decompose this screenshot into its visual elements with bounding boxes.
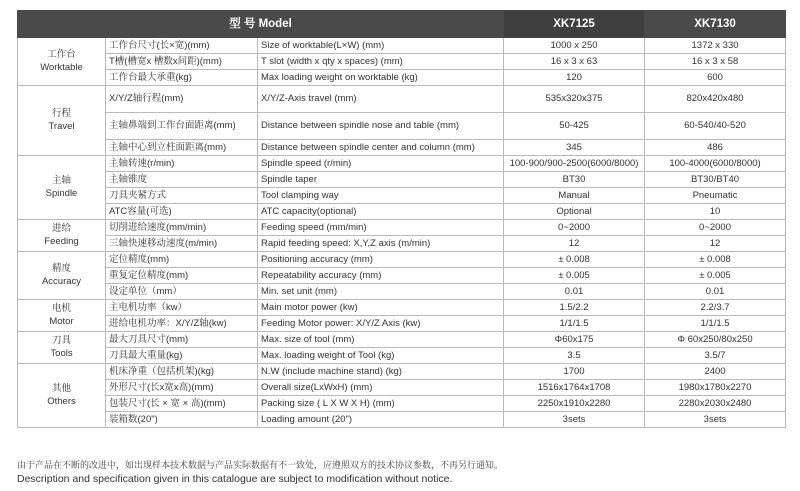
spec-name-en: Packing size ( L X W X H) (mm): [258, 396, 504, 412]
spec-name-en: Distance between spindle center and column (mm): [258, 140, 504, 156]
table-header-row: [18, 11, 786, 38]
value-xk7130: 100-4000(6000/8000): [645, 156, 786, 172]
spec-name-en: Size of worktable(L×W) (mm): [258, 38, 504, 54]
value-xk7125: ± 0.005: [504, 268, 645, 284]
group-label-en: Travel: [48, 120, 75, 132]
spec-name-en: Tool clamping way: [258, 188, 504, 204]
value-xk7130: 1980x1780x2270: [645, 380, 786, 396]
group-label-cn: 工作台: [47, 48, 76, 60]
value-xk7130: 2400: [645, 364, 786, 380]
spec-name-en: Rapid feeding speed: X,Y,Z axis (m/min): [258, 236, 504, 252]
spec-name-cn: 外形尺寸(长x宽x高)(mm): [106, 380, 258, 396]
value-xk7130: 0~2000: [645, 220, 786, 236]
spec-name-en: Max loading weight on worktable (kg): [258, 70, 504, 86]
footer-note-cn: 由于产品在不断的改进中，如出现样本技术数据与产品实际数据有不一致处，应遵照双方的技术协议参数，不再另行通知。: [17, 460, 504, 470]
value-xk7130: 3sets: [645, 412, 786, 428]
value-xk7125: 16 x 3 x 63: [504, 54, 645, 70]
group-label: [18, 364, 106, 428]
spec-name-en: Main motor power (kw): [258, 300, 504, 316]
spec-name-cn: 主轴转速(r/min): [106, 156, 258, 172]
spec-name-cn: 包装尺寸(长 × 宽 × 高)(mm): [106, 396, 258, 412]
value-xk7130: 2.2/3.7: [645, 300, 786, 316]
spec-name-en: Min. set unit (mm): [258, 284, 504, 300]
group-label: [18, 300, 106, 332]
table-row: [18, 316, 786, 332]
footer-note-en: Description and specification given in this catalogue are subject to modification without notice.: [17, 472, 453, 485]
spec-name-cn: 定位精度(mm): [106, 252, 258, 268]
value-xk7130: 1/1/1.5: [645, 316, 786, 332]
spec-name-cn: 最大刀具尺寸(mm): [106, 332, 258, 348]
spec-name-cn: 切削进给速度(mm/min): [106, 220, 258, 236]
spec-name-cn: 机床净重（包括机架)(kg): [106, 364, 258, 380]
value-xk7125: 345: [504, 140, 645, 156]
group-label-cn: 其他: [51, 382, 71, 394]
spec-name-cn: 刀具最大重量(kg): [106, 348, 258, 364]
table-row: [18, 140, 786, 156]
group-label-en: Worktable: [40, 61, 83, 73]
spec-name-cn: 主轴中心到立柱面距离(mm): [106, 140, 258, 156]
spec-name-en: Distance between spindle nose and table (mm): [258, 113, 504, 140]
spec-name-cn: 主轴锥度: [106, 172, 258, 188]
value-xk7130: 486: [645, 140, 786, 156]
value-xk7125: 120: [504, 70, 645, 86]
footer-note: [17, 459, 503, 486]
value-xk7125: Optional: [504, 204, 645, 220]
value-xk7125: Φ60x175: [504, 332, 645, 348]
spec-name-en: Repeatability accuracy (mm): [258, 268, 504, 284]
value-xk7130: Pneumatic: [645, 188, 786, 204]
group-label-en: Feeding: [44, 235, 79, 247]
value-xk7125: 3.5: [504, 348, 645, 364]
spec-name-en: Spindle speed (r/min): [258, 156, 504, 172]
spec-name-cn: 主轴鼻端到工作台面距离(mm): [106, 113, 258, 140]
group-label: [18, 38, 106, 86]
group-label-en: Others: [47, 395, 76, 407]
value-xk7125: Manual: [504, 188, 645, 204]
table-row: [18, 300, 786, 316]
spec-name-en: Spindle taper: [258, 172, 504, 188]
value-xk7130: 10: [645, 204, 786, 220]
value-xk7130: 0.01: [645, 284, 786, 300]
spec-name-cn: ATC容量(可选): [106, 204, 258, 220]
value-xk7130: 3.5/7: [645, 348, 786, 364]
group-label-cn: 精度: [51, 262, 71, 274]
table-row: [18, 204, 786, 220]
spec-name-cn: T槽(槽宽x 槽数x间距)(mm): [106, 54, 258, 70]
table-row: [18, 268, 786, 284]
spec-name-cn: 主电机功率（kw）: [106, 300, 258, 316]
spec-name-en: Feeding speed (mm/min): [258, 220, 504, 236]
value-xk7125: 2250x1910x2280: [504, 396, 645, 412]
value-xk7125: ± 0.008: [504, 252, 645, 268]
group-label: [18, 332, 106, 364]
group-label: [18, 156, 106, 220]
model-header: 型 号 Model: [18, 11, 504, 38]
group-label-cn: 电机: [51, 302, 71, 314]
spec-name-cn: 三轴快速移动速度(m/min): [106, 236, 258, 252]
table-row: [18, 252, 786, 268]
spec-name-en: T slot (width x qty x spaces) (mm): [258, 54, 504, 70]
value-xk7125: 1000 x 250: [504, 38, 645, 54]
spec-name-cn: 重复定位精度(mm): [106, 268, 258, 284]
spec-name-cn: 装箱数(20"): [106, 412, 258, 428]
table-row: [18, 364, 786, 380]
spec-name-en: Overall size(LxWxH) (mm): [258, 380, 504, 396]
group-label-en: Spindle: [45, 187, 78, 199]
spec-name-en: X/Y/Z-Axis travel (mm): [258, 86, 504, 113]
spec-name-en: Max. loading weight of Tool (kg): [258, 348, 504, 364]
value-xk7125: 1/1/1.5: [504, 316, 645, 332]
group-label-cn: 行程: [51, 107, 71, 119]
spec-name-cn: 设定单位（mm）: [106, 284, 258, 300]
value-xk7125: 50-425: [504, 113, 645, 140]
value-xk7130: 600: [645, 70, 786, 86]
table-row: [18, 332, 786, 348]
value-xk7130: 60-540/40-520: [645, 113, 786, 140]
value-xk7130: 16 x 3 x 58: [645, 54, 786, 70]
spec-name-en: Loading amount (20"): [258, 412, 504, 428]
group-label: [18, 220, 106, 252]
table-row: [18, 188, 786, 204]
table-row: [18, 220, 786, 236]
model-header-xk7130: XK7130: [645, 11, 786, 38]
value-xk7125: BT30: [504, 172, 645, 188]
table-row: [18, 156, 786, 172]
value-xk7130: 1372 x 330: [645, 38, 786, 54]
value-xk7125: 100-900/900-2500(6000/8000): [504, 156, 645, 172]
spec-table: [17, 10, 786, 428]
table-row: [18, 172, 786, 188]
value-xk7130: BT30/BT40: [645, 172, 786, 188]
table-row: [18, 412, 786, 428]
spec-name-en: Max. size of tool (mm): [258, 332, 504, 348]
table-row: [18, 348, 786, 364]
value-xk7125: 3sets: [504, 412, 645, 428]
group-label-cn: 进给: [51, 222, 71, 234]
value-xk7125: 1516x1764x1708: [504, 380, 645, 396]
value-xk7130: ± 0.008: [645, 252, 786, 268]
group-label-cn: 刀具: [51, 334, 71, 346]
spec-name-en: Positioning accuracy (mm): [258, 252, 504, 268]
spec-name-cn: X/Y/Z轴行程(mm): [106, 86, 258, 113]
value-xk7130: 820x420x480: [645, 86, 786, 113]
table-row: [18, 396, 786, 412]
value-xk7125: 12: [504, 236, 645, 252]
value-xk7125: 1.5/2.2: [504, 300, 645, 316]
spec-name-en: Feeding Motor power: X/Y/Z Axis (kw): [258, 316, 504, 332]
spec-name-en: N.W (include machine stand) (kg): [258, 364, 504, 380]
value-xk7130: 2280x2030x2480: [645, 396, 786, 412]
value-xk7125: 535x320x375: [504, 86, 645, 113]
table-row: [18, 284, 786, 300]
spec-name-cn: 刀具夹紧方式: [106, 188, 258, 204]
value-xk7125: 0.01: [504, 284, 645, 300]
spec-name-cn: 工作台最大承重(kg): [106, 70, 258, 86]
value-xk7130: 12: [645, 236, 786, 252]
value-xk7130: ± 0.005: [645, 268, 786, 284]
spec-name-cn: 进给电机功率：X/Y/Z轴(kw): [106, 316, 258, 332]
table-row: [18, 38, 786, 54]
table-row: [18, 380, 786, 396]
table-row: [18, 236, 786, 252]
value-xk7125: 0~2000: [504, 220, 645, 236]
group-label: [18, 86, 106, 156]
table-row: [18, 54, 786, 70]
group-label-cn: 主轴: [51, 174, 71, 186]
group-label-en: Motor: [49, 315, 74, 327]
group-label-en: Tools: [50, 347, 73, 359]
table-row: [18, 86, 786, 113]
spec-body: [18, 38, 786, 428]
value-xk7125: 1700: [504, 364, 645, 380]
table-row: [18, 70, 786, 86]
spec-name-cn: 工作台尺寸(长×宽)(mm): [106, 38, 258, 54]
model-header-xk7125: XK7125: [504, 11, 645, 38]
spec-name-en: ATC capacity(optional): [258, 204, 504, 220]
group-label-en: Accuracy: [41, 275, 82, 287]
value-xk7130: Φ 60x250/80x250: [645, 332, 786, 348]
group-label: [18, 252, 106, 300]
table-row: [18, 113, 786, 140]
